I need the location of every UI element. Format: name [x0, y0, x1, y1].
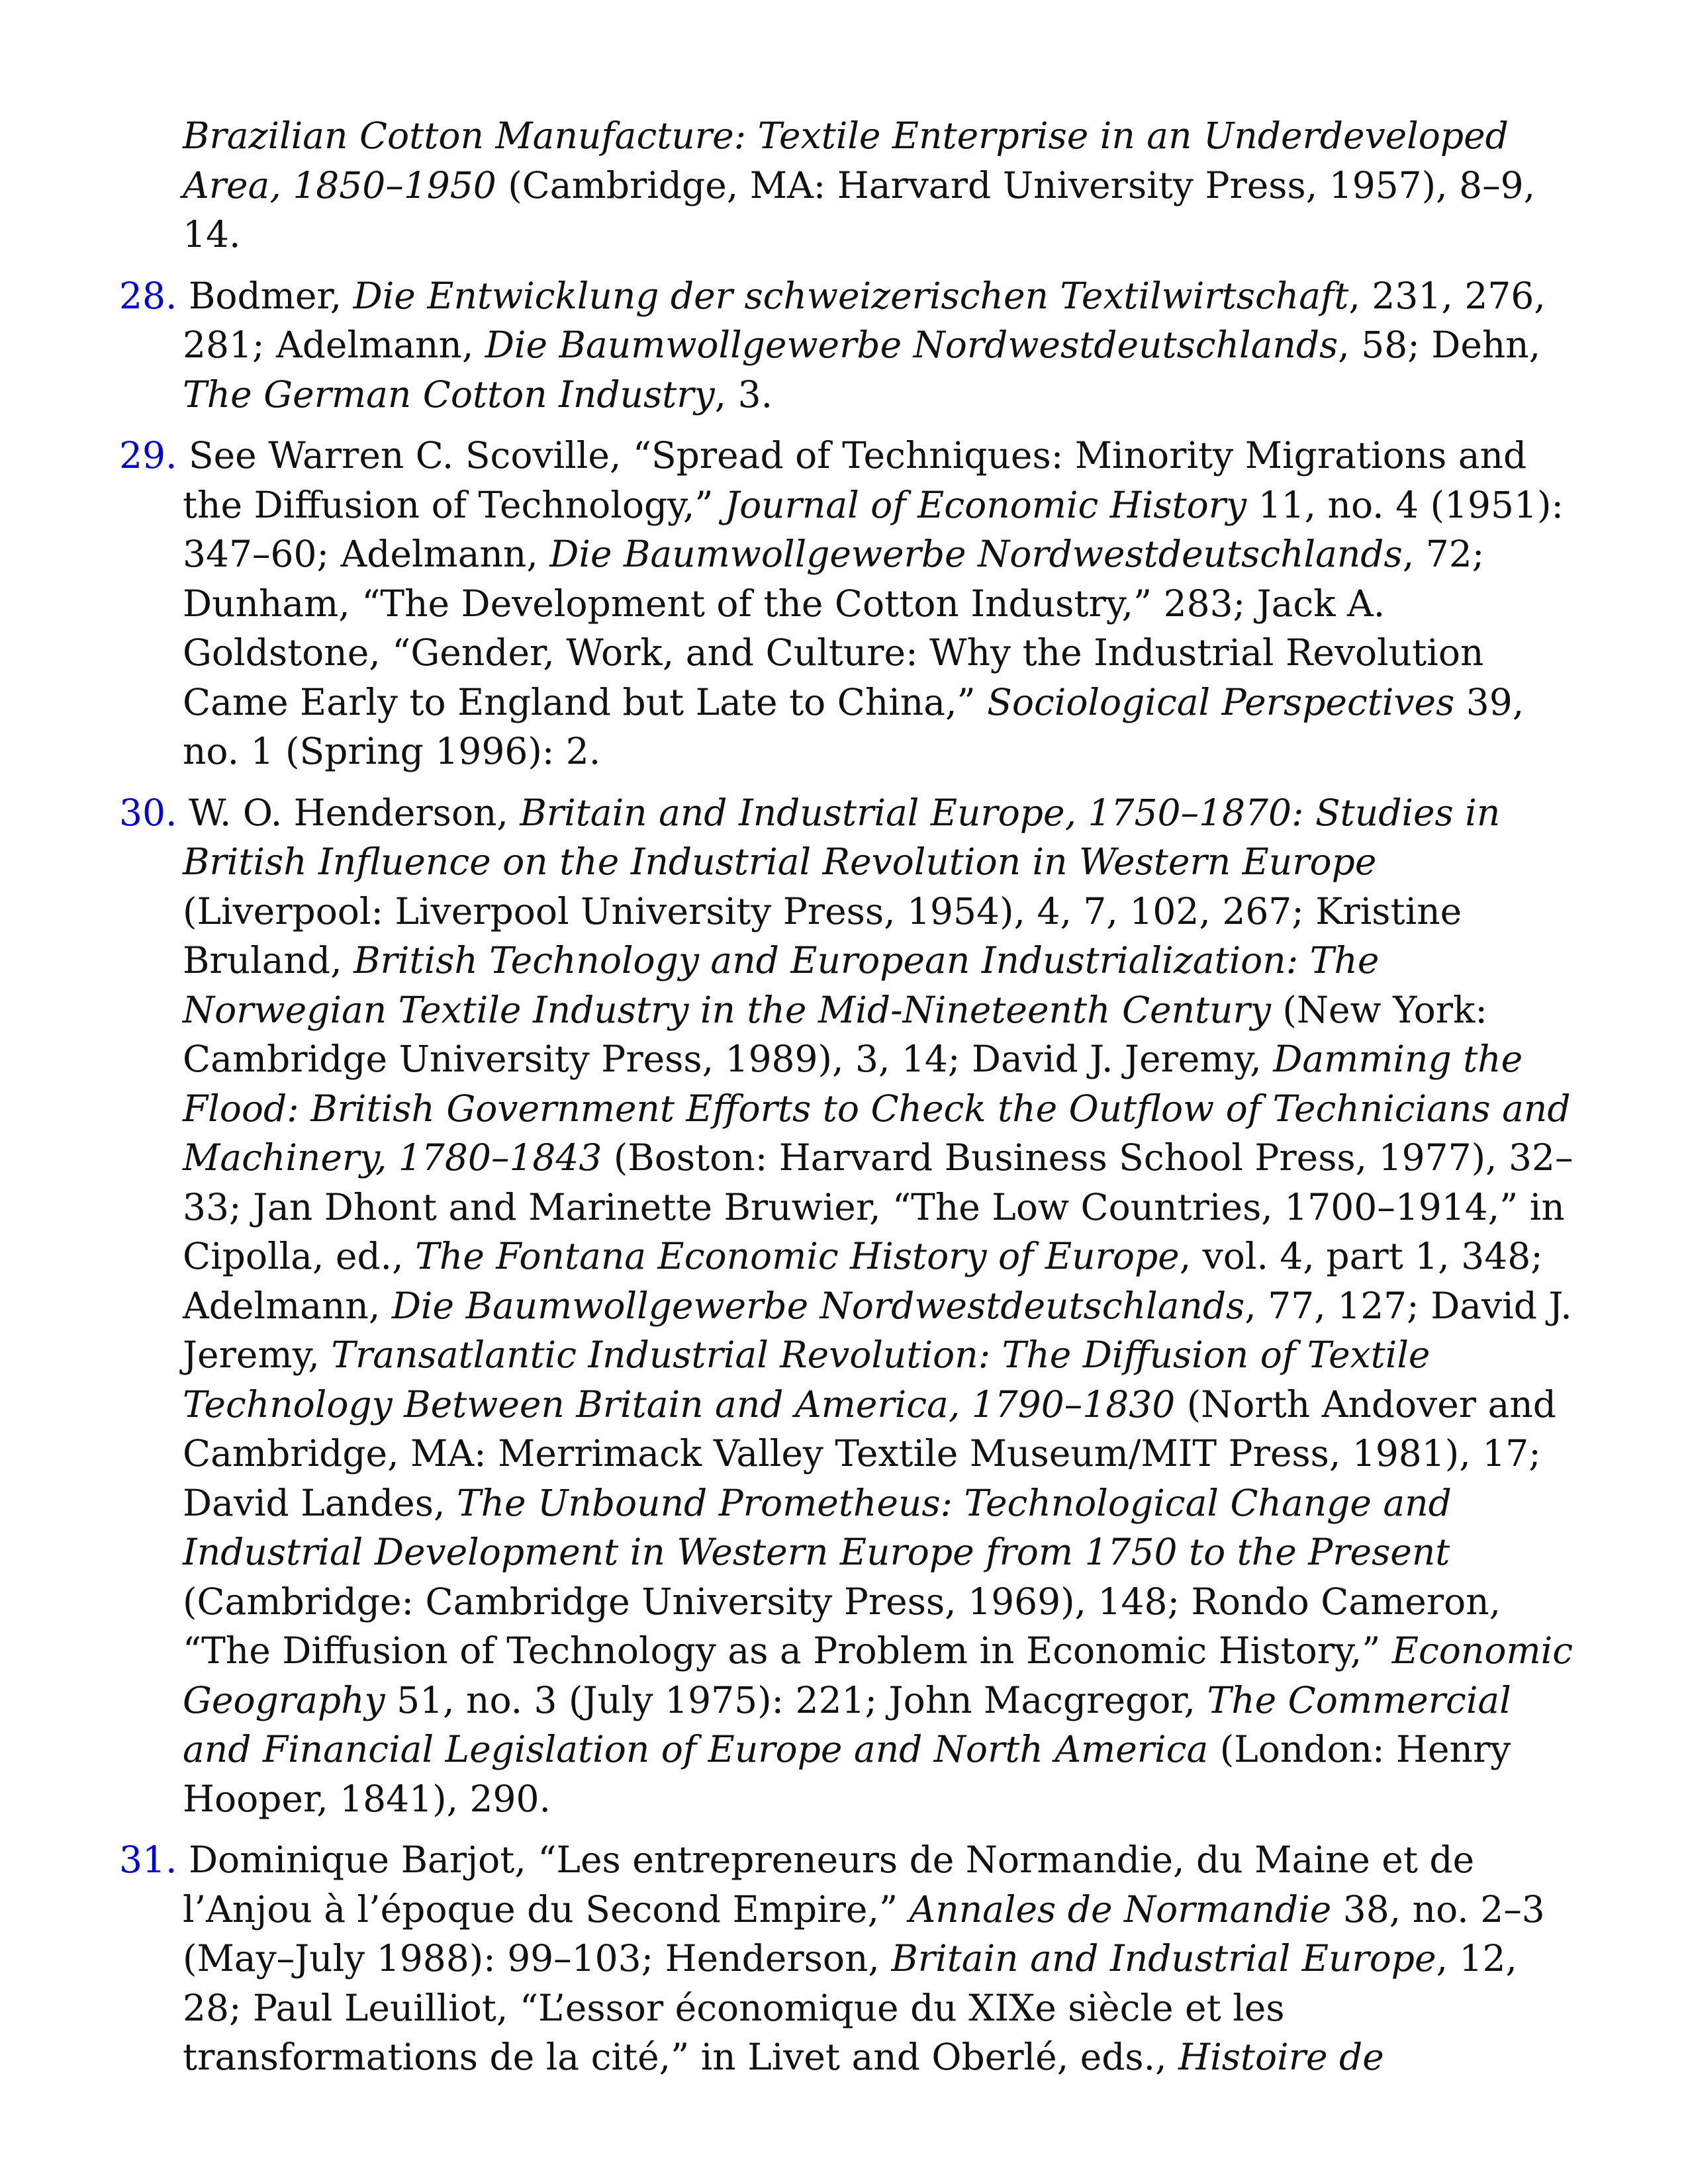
citation-text: , 58; Dehn, [1338, 324, 1541, 366]
continued-note-text [119, 111, 1575, 259]
italic-title-text: Die Baumwollgewerbe Nordwestdeutschlands [485, 324, 1338, 366]
citation-text: 51, no. 3 (July 1975): 221; John Macgregor, [385, 1678, 1207, 1721]
italic-title-text: The German Cotton Industry [183, 373, 715, 416]
citation-text: (Cambridge: Cambridge University Press, 1969), 148; Rondo Cameron, “The Diffusion of Technology as a Problem in Economic History,” [183, 1580, 1501, 1672]
italic-title-text: Brazilian Cotton Manufacture: Textile Enterprise in an Underdeveloped Area, 1850–1950 [183, 114, 1509, 206]
endnotes-list [119, 111, 1575, 2094]
note-number-link[interactable]: 28. [119, 274, 177, 317]
endnote-31 [119, 1835, 1575, 2082]
endnote-28 [119, 271, 1575, 420]
italic-title-text: Damming the Flood: British Government Efforts to Check the Outflow of Technicians and Machinery, 1780–1843 [183, 1038, 1571, 1179]
italic-title-text: Britain and Industrial Europe, 1750–1870: Studies in British Influence on the Industrial Revolution in Western Europe [183, 791, 1501, 883]
note-number-link[interactable]: 31. [119, 1839, 177, 1881]
citation-text: (Boston: Harvard Business School Press, 1977), 32–33; Jan Dhont and Marinette Bruwier, “The Low Countries, 1700–1914,” in Cipolla, ed., [183, 1136, 1573, 1277]
citation-text: 38, no. 2–3 (May–July 1988): 99–103; Henderson, [183, 1888, 1545, 1979]
italic-title-text: Transatlantic Industrial Revolution: The Diffusion of Textile Technology Between Britain and America, 1790–1830 [183, 1334, 1430, 1426]
endnote-29 [119, 431, 1575, 776]
italic-title-text: Histoire de [1178, 2036, 1384, 2078]
citation-text: 11, no. 4 (1951): 347–60; Adelmann, [183, 483, 1564, 575]
italic-title-text: The Fontana Economic History of Europe [415, 1235, 1180, 1277]
citation-text: W. O. Henderson, [177, 791, 520, 834]
endnote-30 [119, 788, 1575, 1824]
citation-text: , 231, 276, 281; Adelmann, [183, 274, 1546, 366]
note-number-link[interactable]: 30. [119, 791, 177, 834]
citation-text: (Cambridge, MA: Harvard University Press, 1957), 8–9, 14. [183, 163, 1536, 255]
citation-text: , vol. 4, part 1, 348; Adelmann, [183, 1235, 1543, 1327]
italic-title-text: The Unbound Prometheus: Technological Change and Industrial Development in Western Europe from 1750 to the Present [183, 1481, 1452, 1573]
citation-text: (New York: Cambridge University Press, 1989), 3, 14; David J. Jeremy, [183, 988, 1487, 1080]
italic-title-text: Die Entwicklung der schweizerischen Textilwirtschaft [353, 274, 1349, 317]
italic-title-text: Annales de Normandie [909, 1888, 1332, 1931]
citation-text: (North Andover and Cambridge, MA: Merrimack Valley Textile Museum/MIT Press, 1981), 17; David Landes, [183, 1383, 1556, 1524]
citation-text: , 12, 28; Paul Leuilliot, “L’essor économique du XIXe siècle et les transformations de la cité,” in Livet and Oberlé, eds., [183, 1937, 1518, 2078]
citation-text: Bodmer, [177, 274, 353, 317]
italic-title-text: Die Baumwollgewerbe Nordwestdeutschlands [549, 533, 1403, 575]
italic-title-text: Britain and Industrial Europe [891, 1937, 1436, 1979]
citation-text: , 77, 127; David J. Jeremy, [183, 1284, 1572, 1376]
citation-text: , 72; Dunham, “The Development of the Cotton Industry,” 283; Jack A. Goldstone, “Gender, Work, and Culture: Why the Industrial Revolution Came Early to England but Late to China,” [183, 533, 1485, 723]
italic-title-text: British Technology and European Industrialization: The Norwegian Textile Industry in the Mid-Nineteenth Century [183, 939, 1380, 1031]
italic-title-text: Economic Geography [183, 1629, 1573, 1721]
citation-text: (London: Henry Hooper, 1841), 290. [183, 1728, 1511, 1820]
citation-text: (Liverpool: Liverpool University Press, 1954), 4, 7, 102, 267; Kristine Bruland, [183, 889, 1462, 981]
italic-title-text: Journal of Economic History [725, 483, 1247, 526]
italic-title-text: Die Baumwollgewerbe Nordwestdeutschlands [391, 1284, 1245, 1327]
note-number-link[interactable]: 29. [119, 434, 177, 477]
citation-text: 39, no. 1 (Spring 1996): 2. [183, 680, 1524, 772]
citation-text: Dominique Barjot, “Les entrepreneurs de Normandie, du Maine et de l’Anjou à l’époque du Second Empire,” [177, 1839, 1475, 1931]
citation-text: See Warren C. Scoville, “Spread of Techniques: Minority Migrations and the Diffusion of Technology,” [177, 434, 1527, 526]
citation-text: , 3. [714, 373, 773, 416]
italic-title-text: Sociological Perspectives [987, 680, 1455, 723]
italic-title-text: The Commercial and Financial Legislation of Europe and North America [183, 1678, 1511, 1770]
